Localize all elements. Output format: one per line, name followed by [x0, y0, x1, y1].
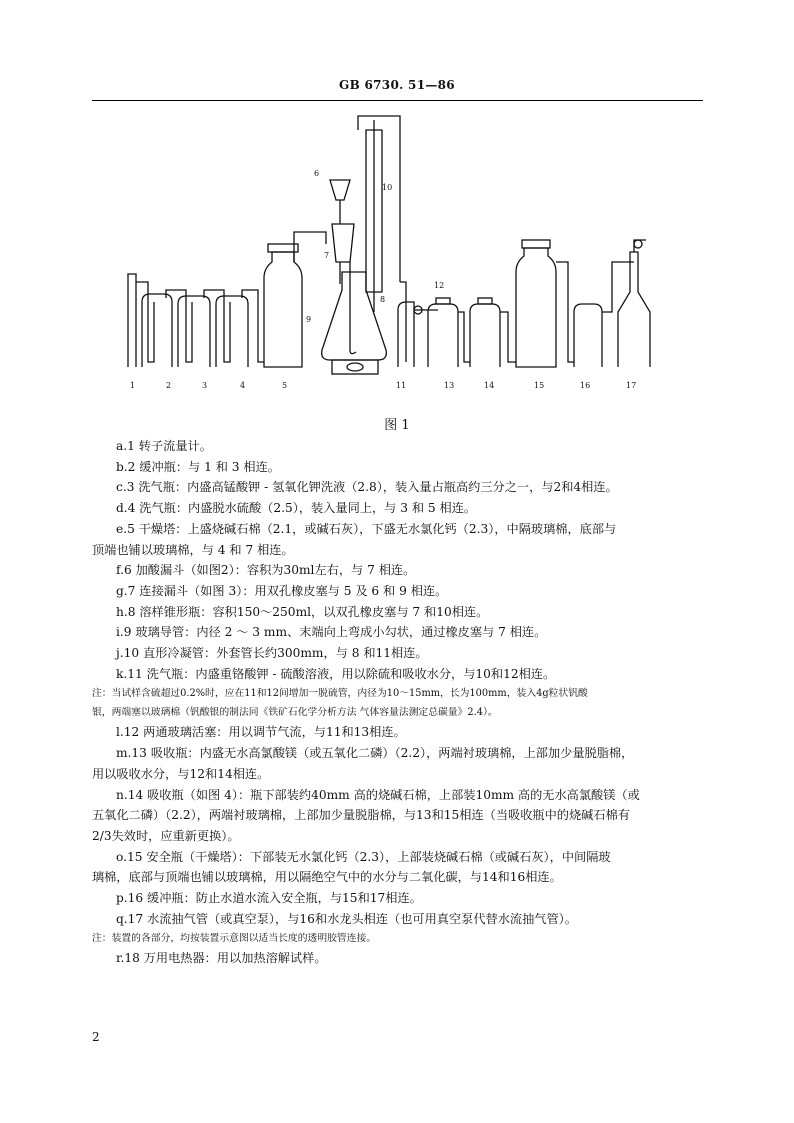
item-n-cont2: 2/3失效时，应重新更换）。 — [92, 828, 240, 843]
label-11: 11 — [396, 381, 407, 390]
label-3: 3 — [202, 381, 208, 390]
flowmeter-shape — [128, 274, 136, 367]
label-17: 17 — [626, 381, 637, 390]
flask-8 — [322, 272, 387, 360]
item-n-cont: 五氧化二磷）（2.2），两端衬玻璃棉，上部加少量脱脂棉，与13和15相连（当吸收瓶中的烧碱石棉有 — [92, 808, 630, 823]
heater — [332, 360, 378, 374]
item-o-cont: 璃棉，底部与顶端也铺以玻璃棉，用以隔绝空气中的水分与二氧化碳，与14和16相连。 — [92, 870, 562, 885]
buffer-bottle-16 — [574, 304, 602, 367]
item-i: i.9 玻璃导管：内径 2 ～ 3 mm、末端向上弯成小勾状，通过橡皮塞与 7 相连。 — [116, 625, 547, 640]
acid-funnel-6 — [330, 180, 350, 200]
item-n: n.14 吸收瓶（如图 4）：瓶下部装约40mm 高的烧碱石棉，上部装10mm 高的无水高氯酸镁（或 — [116, 787, 640, 802]
label-2: 2 — [166, 381, 172, 390]
item-e-cont: 顶端也铺以玻璃棉，与 4 和 7 相连。 — [92, 542, 294, 557]
item-a: a.1 转子流量计。 — [116, 439, 212, 453]
page-number: 2 — [92, 1030, 100, 1044]
safety-tower-15 — [516, 248, 556, 367]
item-k: k.11 洗气瓶：内盛重铬酸钾 - 硫酸溶液，用以除硫和吸收水分，与10和12相连。 — [116, 666, 556, 681]
callout-12: 12 — [434, 281, 445, 290]
item-list — [92, 436, 704, 969]
label-16: 16 — [580, 381, 591, 390]
item-g: g.7 连接漏斗（如图 3）：用双孔橡皮塞与 5 及 6 和 9 相连。 — [116, 583, 448, 598]
item-p: p.16 缓冲瓶：防止水道水流入安全瓶，与15和17相连。 — [116, 891, 422, 906]
header-rule — [92, 100, 703, 101]
label-14: 14 — [484, 381, 495, 390]
note-connections: 注：装置的各部分，均按装置示意图以适当长度的透明胶管连接。 — [92, 933, 377, 945]
item-f: f.6 加酸漏斗（如图2）：容积为30ml左右，与 7 相连。 — [116, 563, 416, 578]
absorption-bottle-13 — [428, 304, 458, 367]
figure-caption: 图 1 — [384, 418, 410, 433]
item-o: o.15 安全瓶（干燥塔）：下部装无水氯化钙（2.3），上部装烧碱石棉（或碱石灰），中间隔玻 — [116, 849, 611, 864]
callout-8: 8 — [380, 295, 386, 304]
item-m-cont: 用以吸收水分，与12和14相连。 — [92, 766, 270, 781]
item-b: b.2 缓冲瓶：与 1 和 3 相连。 — [116, 459, 280, 474]
item-q: q.17 水流抽气管（或真空泵），与16和水龙头相连（也可用真空泵代替水流抽气管）。 — [116, 911, 577, 926]
note-sulfur: 注：当试样含硫超过0.2%时，应在11和12间增加一脱硫管，内径为10～15mm，长为100mm，装入4g粒状钒酸 — [92, 688, 588, 700]
label-13: 13 — [444, 381, 455, 390]
apparatus-diagram — [118, 112, 663, 402]
item-l: l.12 两通玻璃活塞：用以调节气流，与11和13相连。 — [116, 725, 406, 740]
callout-6: 6 — [314, 169, 320, 178]
label-1: 1 — [130, 381, 136, 390]
callout-9: 9 — [306, 315, 312, 324]
label-4: 4 — [240, 381, 246, 390]
glass-tube-9 — [350, 262, 356, 354]
page-header: GB 6730. 51—86 — [339, 78, 455, 92]
callout-7: 7 — [324, 251, 330, 260]
note-sulfur-cont: 银，两端塞以玻璃棉（钒酸银的制法同《铁矿石化学分析方法 气体容量法测定总碳量》2.4）。 — [92, 707, 498, 719]
item-r: r.18 万用电热器：用以加热溶解试样。 — [116, 951, 327, 966]
connecting-funnel-7 — [332, 224, 354, 262]
drying-tower-5 — [264, 252, 302, 367]
callout-10: 10 — [382, 183, 393, 192]
item-d: d.4 洗气瓶：内盛脱水硫酸（2.5），装入量同上，与 3 和 5 相连。 — [116, 501, 477, 516]
item-c: c.3 洗气瓶：内盛高锰酸钾 - 氢氧化钾洗液（2.8），装入量占瓶高约三分之一，与2和4相连。 — [116, 480, 618, 495]
item-m: m.13 吸收瓶：内盛无水高氯酸镁（或五氧化二磷）（2.2），两端衬玻璃棉，上部加少量脱脂棉， — [116, 746, 634, 761]
item-e: e.5 干燥塔：上盛烧碱石棉（2.1，或碱石灰），下盛无水氯化钙（2.3），中隔玻璃棉，底部与 — [116, 521, 617, 536]
wash-bottle-3 — [178, 296, 210, 367]
water-aspirator-17 — [618, 252, 650, 367]
label-15: 15 — [534, 381, 545, 390]
absorption-bottle-14 — [470, 304, 500, 367]
item-j: j.10 直形冷凝管：外套管长约300mm，与 8 和11相连。 — [116, 646, 428, 661]
buffer-bottle-2 — [142, 294, 172, 367]
label-5: 5 — [282, 381, 288, 390]
wash-bottle-4 — [216, 296, 248, 367]
item-h: h.8 溶样锥形瓶：容积150～250ml，以双孔橡皮塞与 7 和10相连。 — [116, 604, 489, 619]
